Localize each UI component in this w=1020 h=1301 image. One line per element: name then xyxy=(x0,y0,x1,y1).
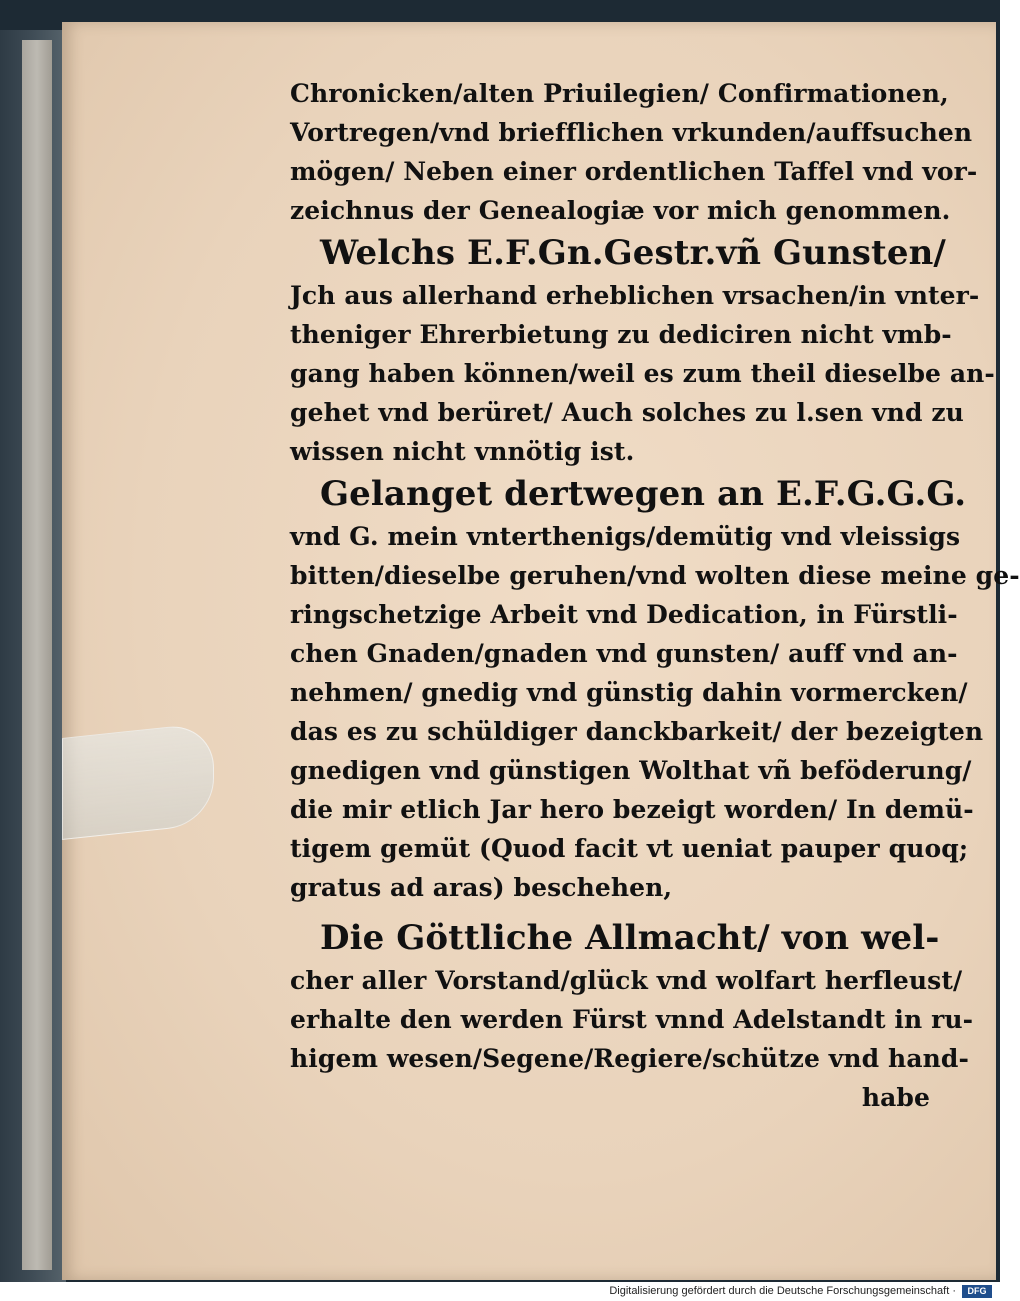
text-line: gehet vnd berüret/ Auch solches zu l.sen vnd zu xyxy=(290,398,964,427)
footer-bar xyxy=(0,1282,1000,1301)
catchword: habe xyxy=(861,1083,930,1112)
dfg-logo: DFG xyxy=(962,1285,992,1298)
text-line: vnd G. mein vnterthenigs/demütig vnd vleissigs xyxy=(290,522,961,551)
paragraph-heading-line: Welchs E.F.Gn.Gestr.vñ Gunsten/ xyxy=(320,233,946,273)
text-line: tigem gemüt (Quod facit vt ueniat pauper quoq; xyxy=(290,834,969,863)
text-line: gnedigen vnd günstigen Wolthat vñ beföderung/ xyxy=(290,756,972,785)
text-line: wissen nicht vnnötig ist. xyxy=(290,437,635,466)
text-line: bitten/dieselbe geruhen/vnd wolten diese meine ge- xyxy=(290,561,1020,590)
text-line: Vortregen/vnd briefflichen vrkunden/auffsuchen xyxy=(290,118,973,147)
text-line: cher aller Vorstand/glück vnd wolfart herfleust/ xyxy=(290,966,963,995)
text-line: Chronicken/alten Priuilegien/ Confirmationen, xyxy=(290,79,949,108)
text-line: Jch aus allerhand erheblichen vrsachen/in vnter- xyxy=(290,281,980,310)
page-clip xyxy=(62,722,214,840)
text-line: die mir etlich Jar hero bezeigt worden/ In demü- xyxy=(290,795,974,824)
book-spine-edge xyxy=(22,40,52,1270)
text-line: erhalte den werden Fürst vnnd Adelstandt in ru- xyxy=(290,1005,974,1034)
text-line: ringschetzige Arbeit vnd Dedication, in Fürstli- xyxy=(290,600,958,629)
text-line: gratus ad aras) beschehen, xyxy=(290,873,673,902)
text-line: chen Gnaden/gnaden vnd gunsten/ auff vnd an- xyxy=(290,639,958,668)
footer-credit: Digitalisierung gefördert durch die Deutsche Forschungsgemeinschaft · xyxy=(609,1285,956,1297)
paragraph-heading-line: Gelanget dertwegen an E.F.G.G.G. xyxy=(320,474,967,514)
text-line: mögen/ Neben einer ordentlichen Taffel vnd vor- xyxy=(290,157,978,186)
text-line: theniger Ehrerbietung zu dediciren nicht vmb- xyxy=(290,320,952,349)
text-line: zeichnus der Genealogiæ vor mich genommen. xyxy=(290,196,951,225)
text-line: gang haben können/weil es zum theil dieselbe an- xyxy=(290,359,995,388)
text-line: higem wesen/Segene/Regiere/schütze vnd hand- xyxy=(290,1044,969,1073)
text-line: das es zu schüldiger danckbarkeit/ der bezeigten xyxy=(290,717,984,746)
paragraph-heading-line: Die Göttliche Allmacht/ von wel- xyxy=(320,918,940,958)
text-line: nehmen/ gnedig vnd günstig dahin vormercken/ xyxy=(290,678,968,707)
document-text xyxy=(290,74,1020,1117)
